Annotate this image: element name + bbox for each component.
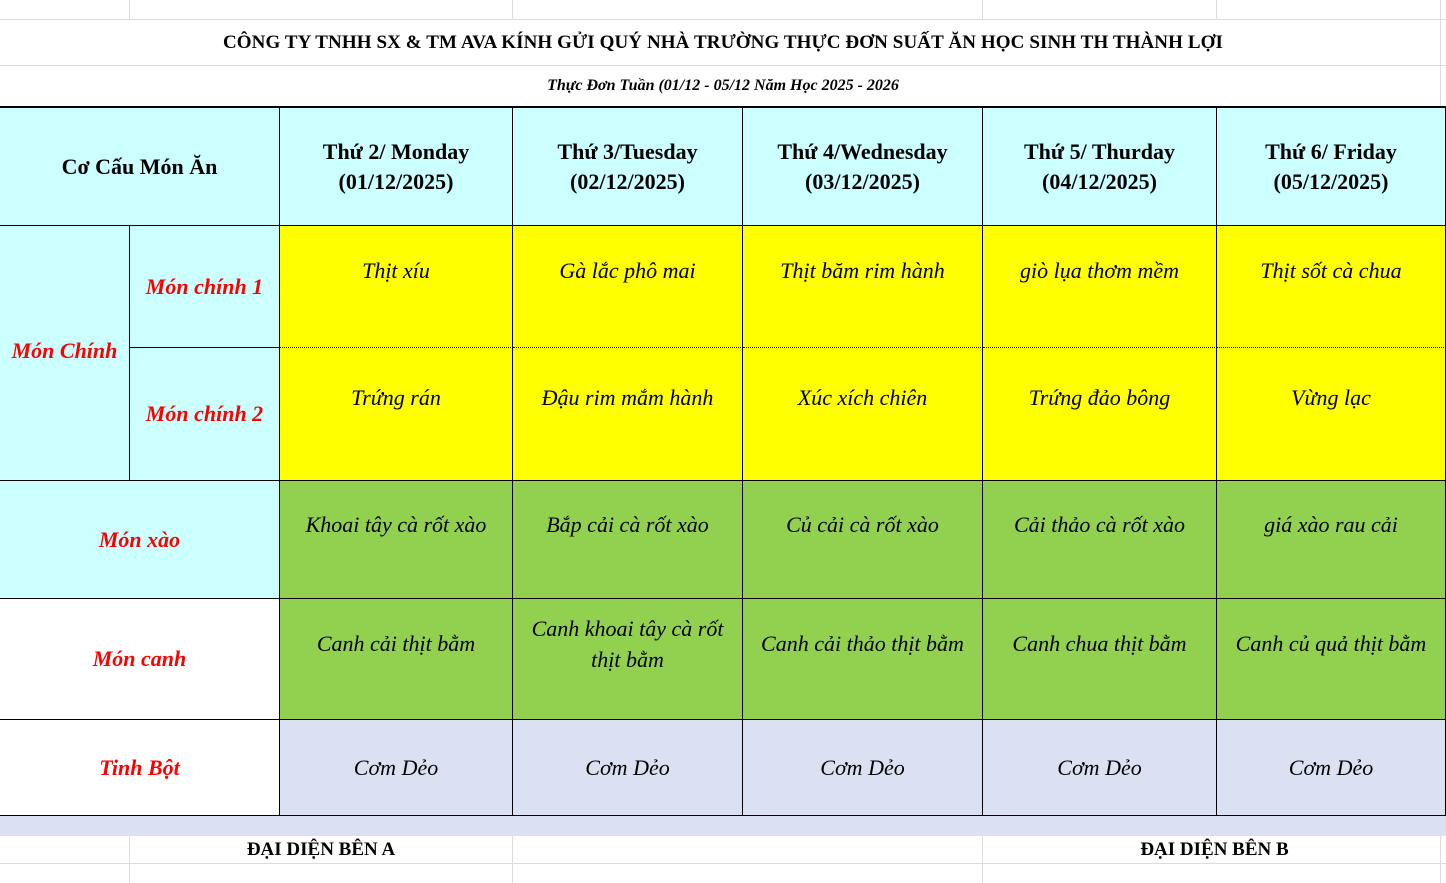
- day-header-tuesday: [513, 108, 743, 226]
- day-name: Thứ 6/ Friday: [1265, 138, 1397, 164]
- dish-cell: Canh cải thịt bằm: [280, 599, 513, 720]
- day-header-friday: [1217, 108, 1446, 226]
- gridline: [129, 0, 130, 19]
- dish-cell: Canh chua thịt bằm: [983, 599, 1217, 720]
- row-label-mon-xao: Món xào: [0, 481, 280, 599]
- day-date: (05/12/2025): [1273, 168, 1389, 194]
- row-label-mon-canh: Món canh: [0, 599, 280, 720]
- dish-cell: Khoai tây cà rốt xào: [280, 481, 513, 599]
- dish-cell: Thịt sốt cà chua: [1217, 226, 1446, 348]
- signature-party-b: ĐẠI DIỆN BÊN B: [1140, 839, 1289, 860]
- dish-cell: giò lụa thơm mềm: [983, 226, 1217, 348]
- dish-cell: Gà lắc phô mai: [513, 226, 743, 348]
- dish-cell: Cải thảo cà rốt xào: [983, 481, 1217, 599]
- dish-cell: giá xào rau cải: [1217, 481, 1446, 599]
- row-label-tinh-bot: Tinh Bột: [0, 720, 280, 816]
- day-name: Thứ 4/Wednesday: [777, 138, 948, 164]
- gridline: [982, 0, 983, 19]
- day-header-wednesday: [743, 108, 983, 226]
- dish-cell: Củ cải cà rốt xào: [743, 481, 983, 599]
- row-label-mon-chinh-2: Món chính 2: [130, 348, 280, 481]
- dish-cell: Trứng đảo bông: [983, 348, 1217, 481]
- gridline: [512, 836, 513, 883]
- dish-cell: Cơm Dẻo: [280, 720, 513, 816]
- day-date: (03/12/2025): [805, 168, 920, 194]
- day-header-thursday: [983, 108, 1217, 226]
- document-title: CÔNG TY TNHH SX & TM AVA KÍNH GỬI QUÝ NHÀ TRƯỜNG THỰC ĐƠN SUẤT ĂN HỌC SINH TH THÀNH LỢI: [222, 32, 1224, 53]
- day-name: Thứ 5/ Thurday: [1024, 138, 1175, 164]
- dish-cell: Canh khoai tây cà rốt thịt bằm: [513, 599, 743, 720]
- dish-cell: Cơm Dẻo: [743, 720, 983, 816]
- dish-cell: Đậu rim mắm hành: [513, 348, 743, 481]
- dish-cell: Cơm Dẻo: [983, 720, 1217, 816]
- dish-cell: Canh củ quả thịt bằm: [1217, 599, 1446, 720]
- document-subtitle: Thực Đơn Tuần (01/12 - 05/12 Năm Học 2025 - 2026: [547, 77, 899, 94]
- dish-cell: Trứng rán: [280, 348, 513, 481]
- row-label-mon-chinh-1: Món chính 1: [130, 226, 280, 348]
- gridline: [512, 0, 513, 19]
- corner-label: Cơ Cấu Món Ăn: [0, 108, 280, 226]
- dish-cell: Vừng lạc: [1217, 348, 1446, 481]
- day-date: (01/12/2025): [338, 168, 454, 194]
- group-label-mon-chinh: Món Chính: [0, 226, 130, 481]
- day-date: (04/12/2025): [1042, 168, 1157, 194]
- dish-cell: Thịt xíu: [280, 226, 513, 348]
- day-header-monday: [280, 108, 513, 226]
- dish-cell: Bắp cải cà rốt xào: [513, 481, 743, 599]
- day-name: Thứ 2/ Monday: [322, 138, 470, 164]
- dish-cell: Cơm Dẻo: [1217, 720, 1446, 816]
- separator-band: [0, 816, 1446, 836]
- dish-cell: Canh cải thảo thịt bằm: [743, 599, 983, 720]
- day-date: (02/12/2025): [570, 168, 685, 194]
- gridline: [1216, 0, 1217, 19]
- dish-cell: Xúc xích chiên: [743, 348, 983, 481]
- dish-cell: Cơm Dẻo: [513, 720, 743, 816]
- dish-cell: Thịt băm rim hành: [743, 226, 983, 348]
- day-name: Thứ 3/Tuesday: [557, 138, 698, 164]
- signature-party-a: ĐẠI DIỆN BÊN A: [246, 839, 396, 860]
